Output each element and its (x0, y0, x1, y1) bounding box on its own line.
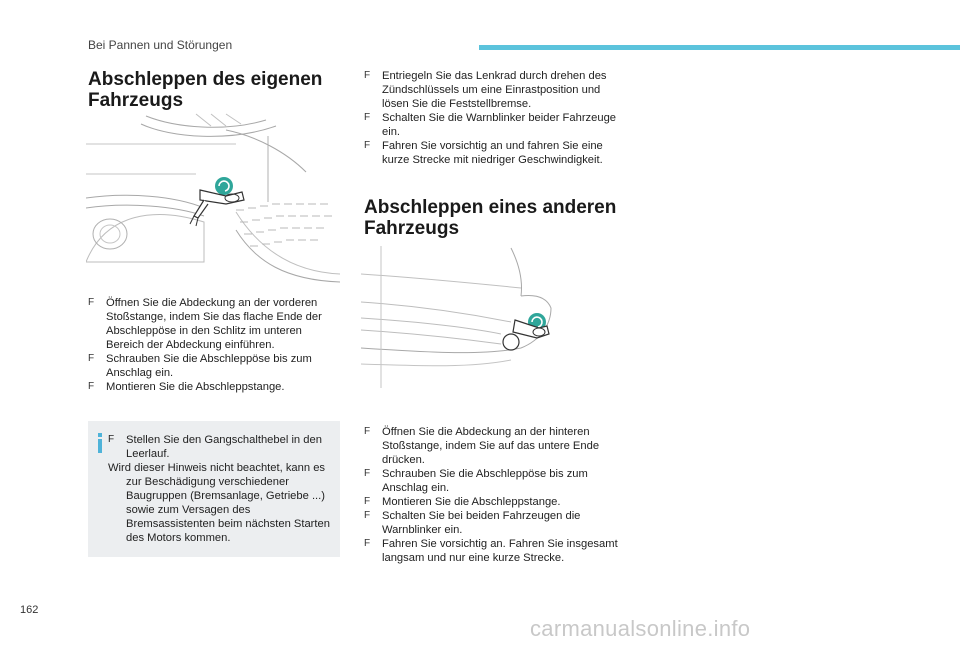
list-item: F Schrauben Sie die Abschleppöse bis zum Anschlag ein. (88, 353, 312, 379)
list-item: F Schalten Sie die Warnblinker beider Fahrzeuge ein. (364, 112, 617, 138)
notice-warning-text: Wird dieser Hinweis nicht beachtet, kann es zur Beschädigung verschiedener Baugruppen (Bremsanlage, Getriebe ...) sowie zum Versagen des Bremsassistenten beim nächsten Starten des Motors kommen. (108, 462, 330, 544)
arrow-bullet-icon: F (364, 468, 371, 479)
other-vehicle-towing-steps (364, 425, 620, 565)
arrow-bullet-icon: F (364, 538, 371, 549)
list-item: F Fahren Sie vorsichtig an und fahren Sie eine kurze Strecke mit niedriger Geschwindigkeit. (364, 140, 603, 166)
list-item: F Öffnen Sie die Abdeckung an der hinteren Stoßstange, indem Sie auf das untere Ende drücken. (364, 426, 600, 466)
arrow-bullet-icon: F (364, 140, 371, 151)
arrow-bullet-icon: F (364, 70, 371, 81)
heading-other-vehicle: Abschleppen eines anderen Fahrzeugs (364, 197, 617, 239)
page-number: 162 (20, 604, 39, 616)
list-item: F Montieren Sie die Abschleppstange. (364, 496, 561, 508)
arrow-bullet-icon: F (88, 297, 95, 308)
info-icon (94, 433, 105, 453)
front-bumper-towing-eye-illustration (86, 112, 340, 288)
section-header: Bei Pannen und Störungen (88, 38, 233, 52)
list-item: F Montieren Sie die Abschleppstange. (88, 381, 285, 393)
arrow-bullet-icon: F (364, 112, 371, 123)
arrow-bullet-icon: F (88, 353, 95, 364)
list-item: F Öffnen Sie die Abdeckung an der vorderen Stoßstange, indem Sie das flache Ende der Abschleppöse in den Schlitz im unteren Bereich der Abdeckung einführen. (88, 297, 322, 351)
list-item: F Stellen Sie den Gangschalthebel in den Leerlauf. (108, 434, 322, 460)
list-item: F Fahren Sie vorsichtig an. Fahren Sie insgesamt langsam und nur eine kurze Strecke. (364, 538, 618, 564)
heading-own-vehicle: Abschleppen des eigenen Fahrzeugs (88, 69, 323, 111)
notice-box (88, 421, 340, 557)
arrow-bullet-icon: F (364, 496, 371, 507)
arrow-bullet-icon: F (364, 426, 371, 437)
watermark: carmanualsonline.info (530, 616, 751, 641)
arrow-bullet-icon: F (88, 381, 95, 392)
arrow-bullet-icon: F (364, 510, 371, 521)
front-towing-steps (88, 296, 340, 394)
own-vehicle-towing-steps-cont (364, 69, 620, 167)
list-item: F Schalten Sie bei beiden Fahrzeugen die Warnblinker ein. (364, 510, 581, 536)
list-item: F Schrauben Sie die Abschleppöse bis zum Anschlag ein. (364, 468, 588, 494)
arrow-bullet-icon: F (108, 434, 115, 445)
header-accent-bar (479, 45, 960, 50)
rear-bumper-towing-eye-illustration (361, 244, 553, 388)
list-item: F Entriegeln Sie das Lenkrad durch drehen des Zündschlüssels um eine Einrastposition und lösen Sie die Feststellbremse. (364, 70, 607, 110)
